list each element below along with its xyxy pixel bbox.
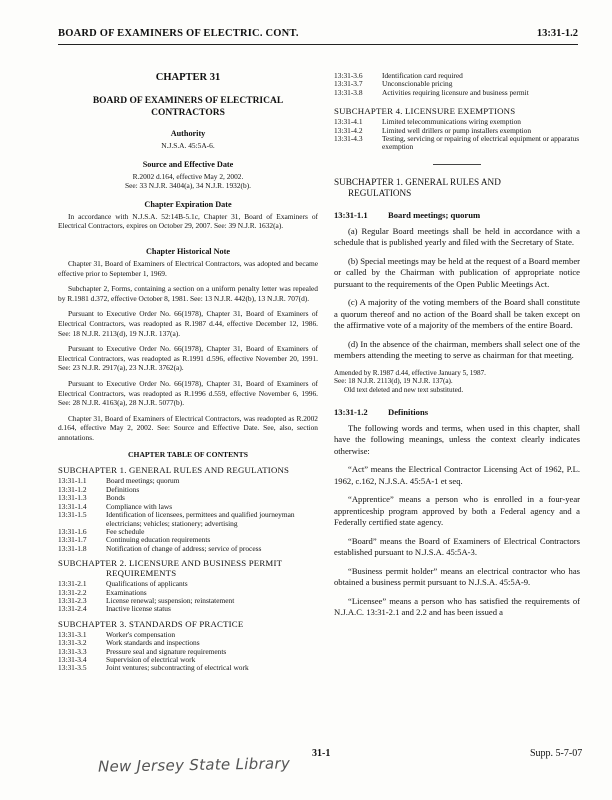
section-title: Definitions	[388, 406, 429, 417]
section-number: 13:31-1.2	[334, 406, 368, 417]
amendment-line: Amended by R.1987 d.44, effective January 5, 1987.	[334, 368, 486, 377]
section-paragraph: (c) A majority of the voting members of the Board shall constitute a quorum thereof and no action of the Board shall be taken except on the affirmative vote of a majority of the members of the entire Board.	[334, 297, 580, 331]
toc-entry-number: 13:31-1.4	[58, 501, 87, 511]
toc-entry-title: Qualifications of applicants	[106, 579, 188, 589]
toc-subchapter-title: SUBCHAPTER 4. LICENSURE EXEMPTIONS	[334, 106, 516, 117]
toc-entry-number: 13:31-3.4	[58, 654, 87, 664]
subchapter-heading	[334, 177, 580, 200]
toc-entry[interactable]	[58, 494, 318, 502]
toc-entry-number: 13:31-1.5	[58, 510, 87, 520]
definition-paragraph: “Apprentice” means a person who is enrolled in a four-year apprenticeship program approved by both a Federal agency and a Federally certified state agency.	[334, 494, 580, 528]
running-header	[58, 28, 578, 44]
definition-paragraph: “Board” means the Board of Examiners of Electrical Contractors established pursuant to N.J.S.A. 45:5A-3.	[334, 535, 580, 558]
header-title: BOARD OF EXAMINERS OF ELECTRIC. CONT.	[58, 28, 299, 39]
toc-entry[interactable]	[58, 477, 318, 485]
toc-entry-number: 13:31-1.7	[58, 535, 87, 545]
section-paragraph: (a) Regular Board meetings shall be held in accordance with a schedule that is published yearly and filed with the Secretary of State.	[334, 225, 580, 248]
toc-entry-number: 13:31-2.2	[58, 587, 87, 597]
toc-entry-number: 13:31-1.2	[58, 484, 87, 494]
source-heading: Source and Effective Date	[142, 159, 234, 169]
toc-entry-number: 13:31-3.7	[334, 79, 363, 89]
toc-entry[interactable]	[334, 135, 580, 152]
toc-subchapter-title: SUBCHAPTER 1. GENERAL RULES AND REGULATIONS	[58, 465, 290, 476]
subchapter-heading-line2: REGULATIONS	[348, 188, 412, 199]
history-paragraph: Chapter 31, Board of Examiners of Electrical Contractors, was readopted as R.2002 d.164, effective May 2, 2002. See: Source and Effective Date. See, also, section annotations.	[58, 413, 318, 442]
history-paragraph: Pursuant to Executive Order No. 66(1978), Chapter 31, Board of Examiners of Electrical Contractors, was readopted as R.1996 d.559, effective November 6, 1996. See: 28 N.J.R. 4163(a), 28 N.J.R. 5077(b).	[58, 378, 318, 408]
definition-paragraph: “Act” means the Electrical Contractor Licensing Act of 1962, P.L. 1962, c.162, N.J.S.A. 45:5A-1 et seq.	[334, 464, 580, 486]
history-paragraph: Chapter 31, Board of Examiners of Electrical Contractors, was adopted and became effective prior to September 1, 1969.	[58, 258, 318, 278]
header-rule	[58, 44, 578, 45]
toc-entry-title: Notification of change of address; service of process	[106, 543, 262, 553]
toc-entry-title: Work standards and inspections	[106, 638, 200, 648]
toc-entry-number: 13:31-2.3	[58, 595, 87, 605]
toc-entry[interactable]	[334, 89, 580, 97]
chapter-number: CHAPTER 31	[155, 72, 221, 83]
toc-subchapter-title-line2: REQUIREMENTS	[106, 568, 177, 579]
subchapter-heading-line1: SUBCHAPTER 1. GENERAL RULES AND	[334, 176, 501, 187]
right-column	[334, 72, 580, 626]
toc-entry-title: Definitions	[106, 484, 140, 494]
toc-entry-title: Worker's compensation	[106, 629, 176, 639]
chapter-title-line2: CONTRACTORS	[151, 108, 225, 118]
toc-entry[interactable]	[58, 605, 318, 613]
expiration-text: In accordance with N.J.S.A. 52:14B-5.1c, Chapter 31, Board of Examiners of Electrical Contractors, expires on October 29, 2007. See: 39 N.J.R. 1632(a).	[58, 211, 318, 231]
supplement-date: Supp. 5-7-07	[530, 748, 583, 759]
toc-entry-title: Limited well drillers or pump installers exemption	[382, 125, 532, 135]
section-divider	[433, 164, 481, 165]
history-paragraph: Subchapter 2, Forms, containing a section on a uniform penalty letter was repealed by R.1981 d.372, effective October 8, 1981. See: 13 N.J.R. 442(b), 13 N.J.R. 707(d).	[58, 284, 318, 303]
expiration-heading: Chapter Expiration Date	[144, 199, 232, 209]
toc-entry-number: 13:31-1.8	[58, 543, 87, 553]
page-number: 31-1	[312, 748, 331, 759]
toc-entry[interactable]	[334, 72, 580, 80]
source-line1: R.2002 d.164, effective May 2, 2002.	[132, 171, 244, 181]
toc-entry-title: Continuing education requirements	[106, 535, 211, 545]
toc-entry-title: Activities requiring licensure and business permit	[382, 87, 529, 97]
toc-heading: CHAPTER TABLE OF CONTENTS	[128, 450, 248, 460]
toc-entry-title: Testing, servicing or repairing of electrical equipment or apparatus exemption	[382, 134, 580, 152]
history-paragraph: Pursuant to Executive Order No. 66(1978), Chapter 31, Board of Examiners of Electrical Contractors, was readopted as R.1991 d.596, effective November 20, 1991. See: 23 N.J.R. 2917(a), 23 N.J.R. 3762(a).	[58, 344, 318, 373]
toc-entry-title: Unconscionable pricing	[382, 79, 453, 89]
toc-subchapter-title-line1: SUBCHAPTER 2. LICENSURE AND BUSINESS PERMIT	[58, 558, 283, 569]
toc-entry-number: 13:31-3.5	[58, 663, 87, 673]
toc-entry-number: 13:31-4.2	[334, 125, 363, 135]
toc-entry-number: 13:31-2.4	[58, 604, 87, 614]
toc-entry[interactable]	[58, 511, 318, 528]
toc-entry-title: Joint ventures; subcontracting of electrical work	[106, 663, 249, 673]
toc-entry-title: Identification card required	[382, 71, 463, 80]
section-heading	[334, 407, 580, 417]
section-paragraph: (b) Special meetings may be held at the request of a Board member or called by the Chairman with publication of appropriate notice pursuant to the requirements of the Open Public Meetings Act.	[334, 255, 580, 289]
toc-entry-title: Limited telecommunications wiring exemption	[382, 117, 521, 127]
amendment-note	[334, 369, 580, 395]
toc-entry-number: 13:31-4.1	[334, 117, 363, 127]
toc-entry-number: 13:31-4.3	[334, 134, 363, 144]
toc-entry-number: 13:31-3.6	[334, 71, 363, 80]
toc-entry[interactable]	[58, 486, 318, 494]
toc-entry-number: 13:31-2.1	[58, 579, 87, 589]
toc-entry-title: Examinations	[106, 587, 147, 597]
toc-entry-title: Board meetings; quorum	[106, 476, 180, 486]
authority-text: N.J.S.A. 45:5A-6.	[161, 141, 215, 150]
history-heading: Chapter Historical Note	[146, 246, 230, 256]
amendment-line: Old text deleted and new text substituted.	[344, 386, 464, 395]
source-line2: See: 33 N.J.R. 3404(a), 34 N.J.R. 1932(b).	[124, 181, 252, 191]
toc-entry-title: Pressure seal and signature requirements	[106, 646, 227, 656]
definition-paragraph: “Licensee” means a person who has satisfied the requirements of N.J.A.C. 13:31-2.1 and 2.2 and has been issued a	[334, 595, 580, 618]
history-paragraph: Pursuant to Executive Order No. 66(1978), Chapter 31, Board of Examiners of Electrical Contractors, was readopted as R.1987 d.44, effective December 12, 1986. See: 18 N.J.R. 2113(d), 19 N.J.R. 137(a).	[58, 309, 318, 338]
authority-heading: Authority	[170, 129, 206, 138]
toc-subchapter-title	[58, 558, 318, 578]
section-title: Board meetings; quorum	[388, 209, 481, 220]
chapter-title-line1: BOARD OF EXAMINERS OF ELECTRICAL	[92, 96, 284, 106]
section-paragraph: The following words and terms, when used in this chapter, shall have the following meanings, unless the context clearly indicates otherwise:	[334, 422, 580, 456]
toc-entry[interactable]	[58, 545, 318, 553]
toc-entry-number: 13:31-3.1	[58, 629, 87, 639]
header-section-number: 13:31-1.2	[536, 28, 578, 39]
toc-entry-number: 13:31-3.8	[334, 87, 363, 97]
toc-entry-number: 13:31-1.1	[58, 476, 87, 486]
toc-entry-title: Supervision of electrical work	[106, 654, 196, 664]
left-column	[58, 60, 318, 673]
toc-entry[interactable]	[58, 597, 318, 605]
toc-entry-title: Inactive license status	[106, 604, 171, 614]
toc-entry-title: Fee schedule	[106, 526, 145, 536]
toc-entry-title: Identification of licensees, permittees and qualified journeyman electricians; vehicles; stationery; advertising	[106, 510, 295, 528]
definition-paragraph: “Business permit holder” means an electrical contractor who has obtained a business permit pursuant to N.J.S.A. 45:5A-9.	[334, 565, 580, 588]
section-paragraph: (d) In the absence of the chairman, members shall select one of the members attending the meeting to serve as chairman for that meeting.	[334, 338, 580, 361]
toc-entry[interactable]	[58, 580, 318, 588]
section-number: 13:31-1.1	[334, 209, 368, 220]
toc-entry-number: 13:31-3.2	[58, 638, 87, 648]
toc-entry-number: 13:31-1.3	[58, 493, 87, 503]
toc-entry-title: Bonds	[106, 493, 125, 503]
toc-entry-number: 13:31-1.6	[58, 526, 87, 536]
toc-entry-title: Compliance with laws	[106, 501, 173, 511]
amendment-line: See: 18 N.J.R. 2113(d), 19 N.J.R. 137(a).	[334, 377, 453, 386]
toc-entry[interactable]	[58, 664, 318, 672]
toc-entry-number: 13:31-3.3	[58, 646, 87, 656]
library-watermark: New Jersey State Library	[97, 754, 291, 776]
section-heading	[334, 210, 580, 220]
toc-subchapter-title: SUBCHAPTER 3. STANDARDS OF PRACTICE	[58, 618, 244, 629]
toc-entry-title: License renewal; suspension; reinstatement	[106, 595, 235, 605]
